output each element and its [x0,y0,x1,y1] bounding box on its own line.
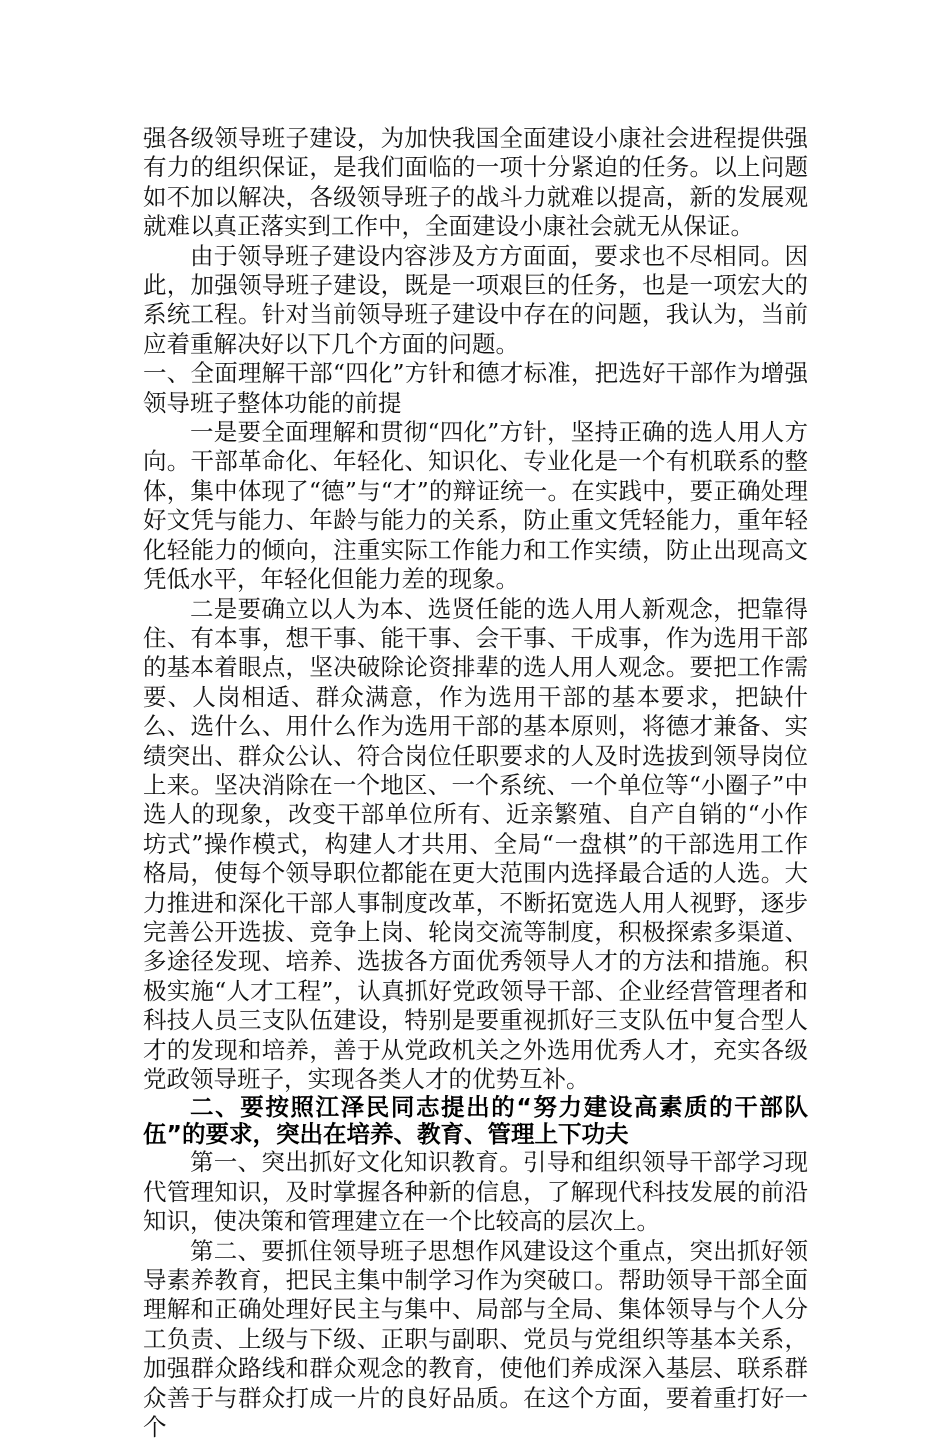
section-heading-one: 一、全面理解干部“四化”方针和德才标准，把选好干部作为增强领导班子整体功能的前提 [143,359,808,417]
paragraph-body: 第二、要抓住领导班子思想作风建设这个重点，突出抓好领导素养教育，把民主集中制学习作为突破口。帮助领导干部全面理解和正确处理好民主与集中、局部与全局、集体领导与个人分工负责、上级与下级、正职与副职、党员与党组织等基本关系，加强群众路线和群众观念的教育，使他们养成深入基层、联系群众善于与群众打成一片的良好品质。在这个方面，要着重打好一个 [143,1236,808,1442]
section-heading-two: 二、要按照江泽民同志提出的“努力建设高素质的干部队伍”的要求，突出在培养、教育、管理上下功夫 [143,1093,808,1149]
paragraph-body: 第一、突出抓好文化知识教育。引导和组织领导干部学习现代管理知识，及时掌握各种新的信息，了解现代科技发展的前沿知识，使决策和管理建立在一个比较高的层次上。 [143,1148,808,1236]
paragraph-body: 一是要全面理解和贯彻“四化”方针，坚持正确的选人用人方向。干部革命化、年轻化、知识化、专业化是一个有机联系的整体，集中体现了“德”与“才”的辩证统一。在实践中，要正确处理好文凭与能力、年龄与能力的关系，防止重文凭轻能力，重年轻化轻能力的倾向，注重实际工作能力和工作实绩，防止出现高文凭低水平，年轻化但能力差的现象。 [143,418,808,594]
document-page [143,124,808,1442]
paragraph-body: 由于领导班子建设内容涉及方方面面，要求也不尽相同。因此，加强领导班子建设，既是一项艰巨的任务，也是一项宏大的系统工程。针对当前领导班子建设中存在的问题，我认为，当前应着重解决好以下几个方面的问题。 [143,241,808,358]
paragraph-continued: 强各级领导班子建设，为加快我国全面建设小康社会进程提供强有力的组织保证，是我们面临的一项十分紧迫的任务。以上问题如不加以解决，各级领导班子的战斗力就难以提高，新的发展观就难以真正落实到工作中，全面建设小康社会就无从保证。 [143,124,808,241]
paragraph-body: 二是要确立以人为本、选贤任能的选人用人新观念，把靠得住、有本事，想干事、能干事、会干事、干成事，作为选用干部的基本着眼点，坚决破除论资排辈的选人用人观念。要把工作需要、人岗相适、群众满意，作为选用干部的基本要求，把缺什么、选什么、用什么作为选用干部的基本原则，将德才兼备、实绩突出、群众公认、符合岗位任职要求的人及时选拔到领导岗位上来。坚决消除在一个地区、一个系统、一个单位等“小圈子”中选人的现象，改变干部单位所有、近亲繁殖、自产自销的“小作坊式”操作模式，构建人才共用、全局“一盘棋”的干部选用工作格局，使每个领导职位都能在更大范围内选择最合适的人选。大力推进和深化干部人事制度改革，不断拓宽选人用人视野，逐步完善公开选拔、竞争上岗、轮岗交流等制度，积极探索多渠道、多途径发现、培养、选拔各方面优秀领导人才的方法和措施。积极实施“人才工程”，认真抓好党政领导干部、企业经营管理者和科技人员三支队伍建设，特别是要重视抓好三支队伍中复合型人才的发现和培养，善于从党政机关之外选用优秀人才，充实各级党政领导班子，实现各类人才的优势互补。 [143,594,808,1093]
